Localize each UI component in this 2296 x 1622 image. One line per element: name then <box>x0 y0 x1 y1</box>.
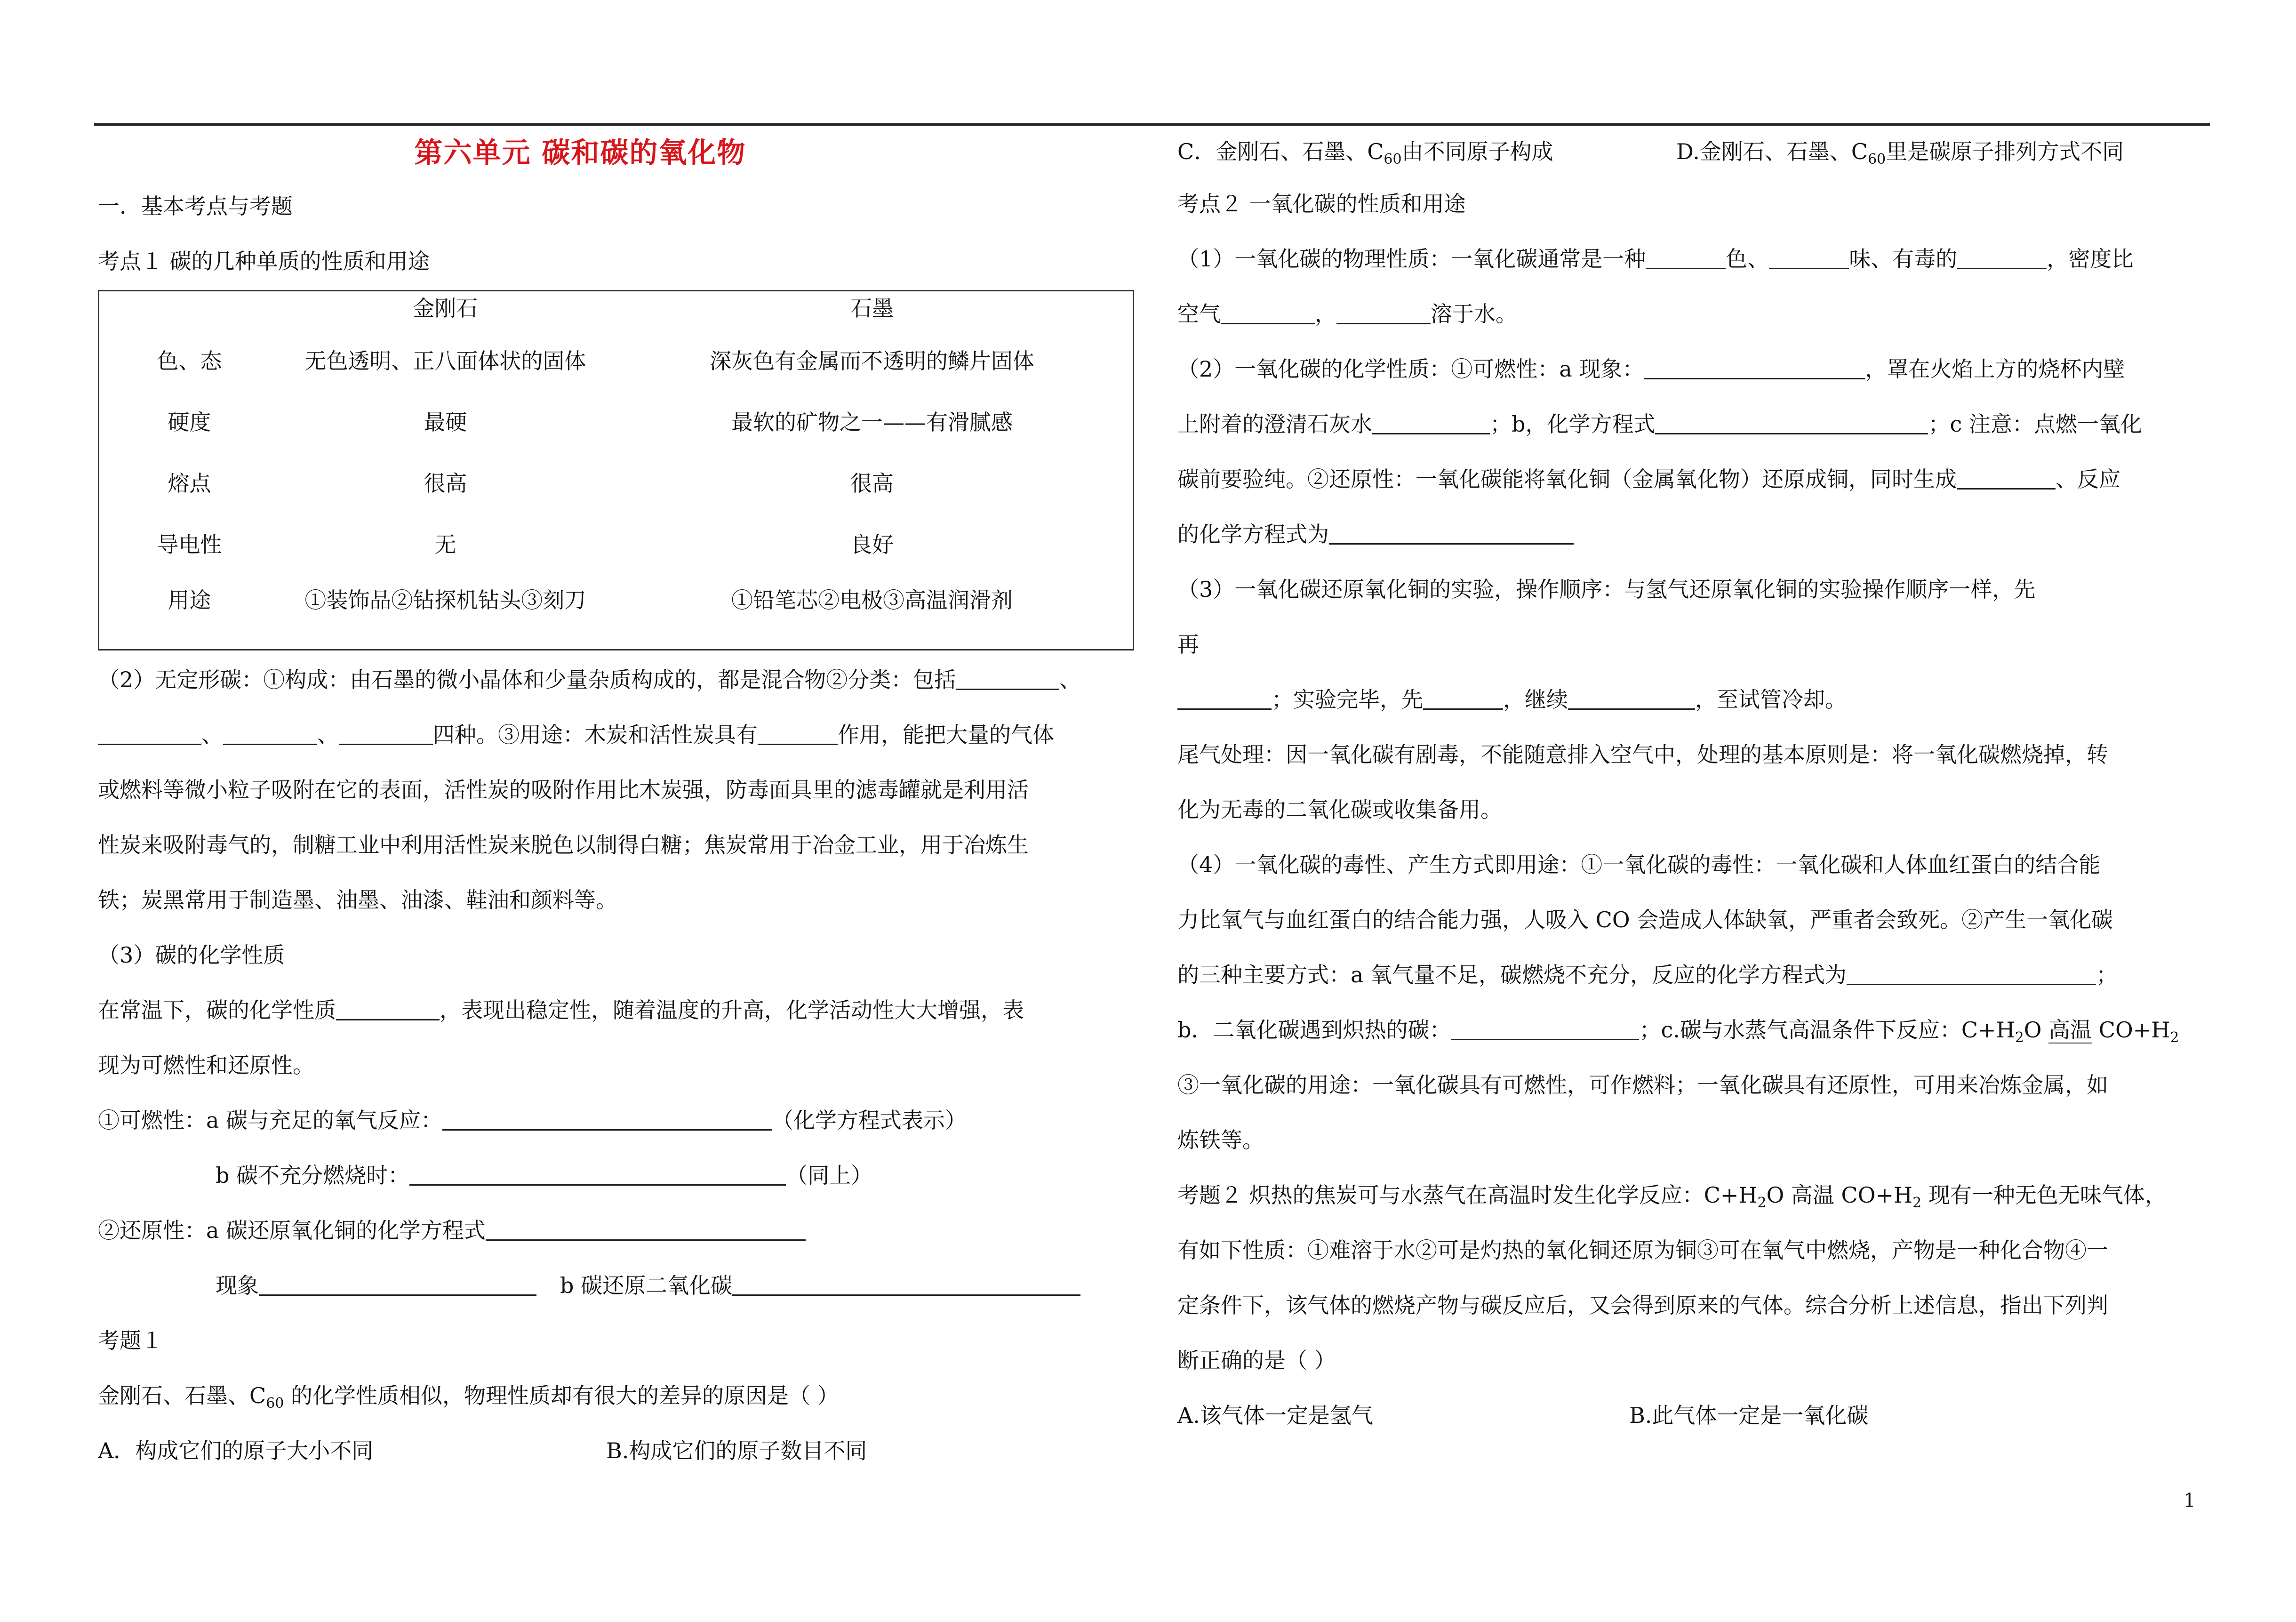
table-cell: 用途 <box>168 587 211 613</box>
text-line: 现为可燃性和还原性。 <box>98 1052 314 1078</box>
table-cell: 最硬 <box>424 410 467 435</box>
key-point-1: 考点１ 碳的几种单质的性质和用途 <box>98 249 430 274</box>
answer-blank[interactable] <box>1221 301 1315 324</box>
text-line: b 碳不充分燃烧时： （同上） <box>216 1163 873 1188</box>
text-line: 化为无毒的二氧化碳或收集备用。 <box>1177 797 1502 822</box>
option-b[interactable]: B.此气体一定是一氧化碳 <box>1629 1403 1869 1428</box>
text-line: ②还原性：a 碳还原氧化铜的化学方程式 <box>98 1203 1147 1258</box>
text-line: 再 <box>1177 632 1199 657</box>
answer-blank[interactable] <box>1847 962 2096 985</box>
table-cell: 深灰色有金属而不透明的鳞片固体 <box>709 348 1034 374</box>
answer-blank[interactable] <box>758 722 838 745</box>
text-line: 定条件下，该气体的燃烧产物与碳反应后，又会得到原来的气体。综合分析上述信息，指出下列判 <box>1177 1293 2108 1318</box>
text-line: 、 、 四种。③用途：木炭和活性炭具有 作用，能把大量的气体 <box>98 707 1147 763</box>
answer-blank[interactable] <box>1336 301 1431 324</box>
text-line: 有如下性质：①难溶于水②可是灼热的氧化铜还原为铜③可在氧气中燃烧，产物是一种化合物④一 <box>1177 1237 2108 1263</box>
table-row <box>99 451 1134 513</box>
question-2-options <box>1177 1388 2213 1443</box>
right-column <box>1177 127 2213 1443</box>
answer-blank[interactable] <box>1769 246 1849 269</box>
question-1-options <box>98 1423 1147 1478</box>
question-2-stem: 考题２ 炽热的焦炭可与水蒸气在高温时发生化学反应：$C+H_2O$ 高温 $CO+H_2$ 现有一种无色无味气体， <box>1177 1182 2167 1211</box>
answer-blank[interactable] <box>1451 1017 1639 1040</box>
answer-blank[interactable] <box>1568 687 1695 710</box>
answer-blank[interactable] <box>1644 356 1865 379</box>
answer-blank[interactable] <box>1423 687 1503 710</box>
table-row <box>99 329 1134 390</box>
section-heading: 一．基本考点与考题 <box>98 193 293 219</box>
question-1-heading: 考题１ <box>98 1328 163 1353</box>
option-a[interactable]: A．构成它们的原子大小不同 <box>98 1438 374 1463</box>
text-line: 尾气处理：因一氧化碳有剧毒，不能随意排入空气中，处理的基本原则是：将一氧化碳燃烧掉，转 <box>1177 742 2108 767</box>
answer-blank[interactable] <box>732 1273 1080 1296</box>
table-header-row <box>99 291 1134 329</box>
reaction-condition: 高温 <box>2048 1017 2092 1044</box>
text-line: 的三种主要方式：a 氧气量不足，碳燃烧不充分，反应的化学方程式为 ； <box>1177 962 2118 988</box>
header-rule <box>94 123 2210 126</box>
text-line: ③一氧化碳的用途：一氧化碳具有可燃性，可作燃料；一氧化碳具有还原性，可用来冶炼金属，如 <box>1177 1072 2108 1098</box>
table-cell: 很高 <box>424 471 467 496</box>
answer-blank[interactable] <box>1177 687 1272 710</box>
answer-blank[interactable] <box>98 722 201 745</box>
table-cell: 无 <box>434 532 456 557</box>
carbon-properties-table <box>98 290 1134 650</box>
answer-blank[interactable] <box>1372 411 1490 434</box>
table-row <box>99 513 1134 574</box>
text-line: 力比氧气与血红蛋白的结合能力强，人吸入 CO 会造成人体缺氧，严重者会致死。②产生一氧化碳 <box>1177 907 2113 932</box>
text-line: ；实验完毕，先 ，继续 ，至试管冷却。 <box>1177 672 2213 727</box>
key-point-2: 考点２ 一氧化碳的性质和用途 <box>1177 191 1466 217</box>
table-cell: 很高 <box>850 471 894 496</box>
table-cell <box>99 291 280 329</box>
answer-blank[interactable] <box>409 1163 786 1186</box>
text-line: 断正确的是（ ） <box>1177 1348 1336 1373</box>
table-row <box>99 574 1134 650</box>
text-line: （3）碳的化学性质 <box>98 942 285 968</box>
table-cell: 色、态 <box>157 348 222 374</box>
table-cell: 无色透明、正八面体状的固体 <box>304 348 586 374</box>
text-line: 在常温下，碳的化学性质 ，表现出稳定性，随着温度的升高，化学活动性大大增强，表 <box>98 997 1024 1023</box>
left-column <box>98 127 1147 1478</box>
option-b[interactable]: B.构成它们的原子数目不同 <box>606 1438 867 1463</box>
text-line: （3）一氧化碳还原氧化铜的实验，操作顺序：与氢气还原氧化铜的实验操作顺序一样，先 <box>1177 577 2036 602</box>
table-row <box>99 390 1134 451</box>
text-line: （2）一氧化碳的化学性质：①可燃性：a 现象： ，罩在火焰上方的烧杯内壁 <box>1177 356 2125 382</box>
question-1-options-cd: C．金刚石、石墨、$C_{60}$由不同原子构成 D.金刚石、石墨、$C_{60}$里是碳原子排列方式不同 <box>1177 139 2124 168</box>
reaction-condition: 高温 <box>1791 1182 1834 1209</box>
table-cell: 导电性 <box>157 532 222 557</box>
option-c[interactable]: C．金刚石、石墨、C <box>1177 139 1384 164</box>
answer-blank[interactable] <box>1329 522 1574 545</box>
text-line: 或燃料等微小粒子吸附在它的表面，活性炭的吸附作用比木炭强，防毒面具里的滤毒罐就是利用活 <box>98 777 1029 803</box>
text-line: 炼铁等。 <box>1177 1127 1264 1153</box>
text-line: 性炭来吸附毒气的，制糖工业中利用活性炭来脱色以制得白糖；焦炭常用于冶金工业，用于冶炼生 <box>98 832 1029 858</box>
text-line: 空气 ， 溶于水。 <box>1177 301 1517 327</box>
answer-blank[interactable] <box>442 1108 772 1131</box>
table-cell: 最软的矿物之一——有滑腻感 <box>731 410 1013 435</box>
page-title: 第六单元 碳和碳的氧化物 <box>414 137 746 169</box>
answer-blank[interactable] <box>956 667 1059 690</box>
table-cell: 熔点 <box>168 471 211 496</box>
text-line: （2）无定形碳：①构成：由石墨的微小晶体和少量杂质构成的，都是混合物②分类：包括 、 <box>98 667 1081 692</box>
answer-blank[interactable] <box>223 722 317 745</box>
option-d[interactable]: D.金刚石、石墨、C <box>1676 139 1868 164</box>
answer-blank[interactable] <box>486 1218 806 1241</box>
answer-blank[interactable] <box>339 722 433 745</box>
text-line: 铁；炭黑常用于制造墨、油墨、油漆、鞋油和颜料等。 <box>98 887 617 913</box>
answer-blank[interactable] <box>1655 411 1928 434</box>
table-cell: 金刚石 <box>413 296 478 321</box>
answer-blank[interactable] <box>336 997 440 1020</box>
table-cell: 良好 <box>850 532 894 557</box>
text-line: （4）一氧化碳的毒性、产生方式即用途：①一氧化碳的毒性：一氧化碳和人体血红蛋白的结合能 <box>1177 852 2101 877</box>
table-cell: 石墨 <box>850 296 894 321</box>
table-cell: ①铅笔芯②电极③高温润滑剂 <box>731 587 1013 613</box>
answer-blank[interactable] <box>1957 466 2056 490</box>
question-1-stem: 金刚石、石墨、$C_{60}$ 的化学性质相似，物理性质却有很大的差异的原因是（ ） <box>98 1383 839 1412</box>
table-cell: 硬度 <box>168 410 211 435</box>
text-line: b．二氧化碳遇到炽热的碳： ；c.碳与水蒸气高温条件下反应：$C+H_2O$ 高温 $CO+H_2$ <box>1177 1017 2179 1046</box>
answer-blank[interactable] <box>1957 246 2047 269</box>
text-line: ①可燃性：a 碳与充足的氧气反应： （化学方程式表示） <box>98 1108 967 1133</box>
option-a[interactable]: A.该气体一定是氢气 <box>1177 1403 1373 1428</box>
text-line: 的化学方程式为 <box>1177 507 2213 562</box>
text-line: 现象 b 碳还原二氧化碳 <box>98 1258 1147 1313</box>
text-line: 上附着的澄清石灰水 ；b，化学方程式 ；c 注意：点燃一氧化 <box>1177 411 2142 437</box>
answer-blank[interactable] <box>1646 246 1726 269</box>
table-cell: ①装饰品②钻探机钻头③刻刀 <box>304 587 586 613</box>
page-number: 1 <box>2184 1490 2196 1511</box>
text-line: 碳前要验纯。②还原性：一氧化碳能将氧化铜（金属氧化物）还原成铜，同时生成 、反应 <box>1177 466 2120 492</box>
answer-blank[interactable] <box>259 1273 536 1296</box>
text-line: （1）一氧化碳的物理性质：一氧化碳通常是一种 色、 味、有毒的 ，密度比 <box>1177 246 2134 272</box>
